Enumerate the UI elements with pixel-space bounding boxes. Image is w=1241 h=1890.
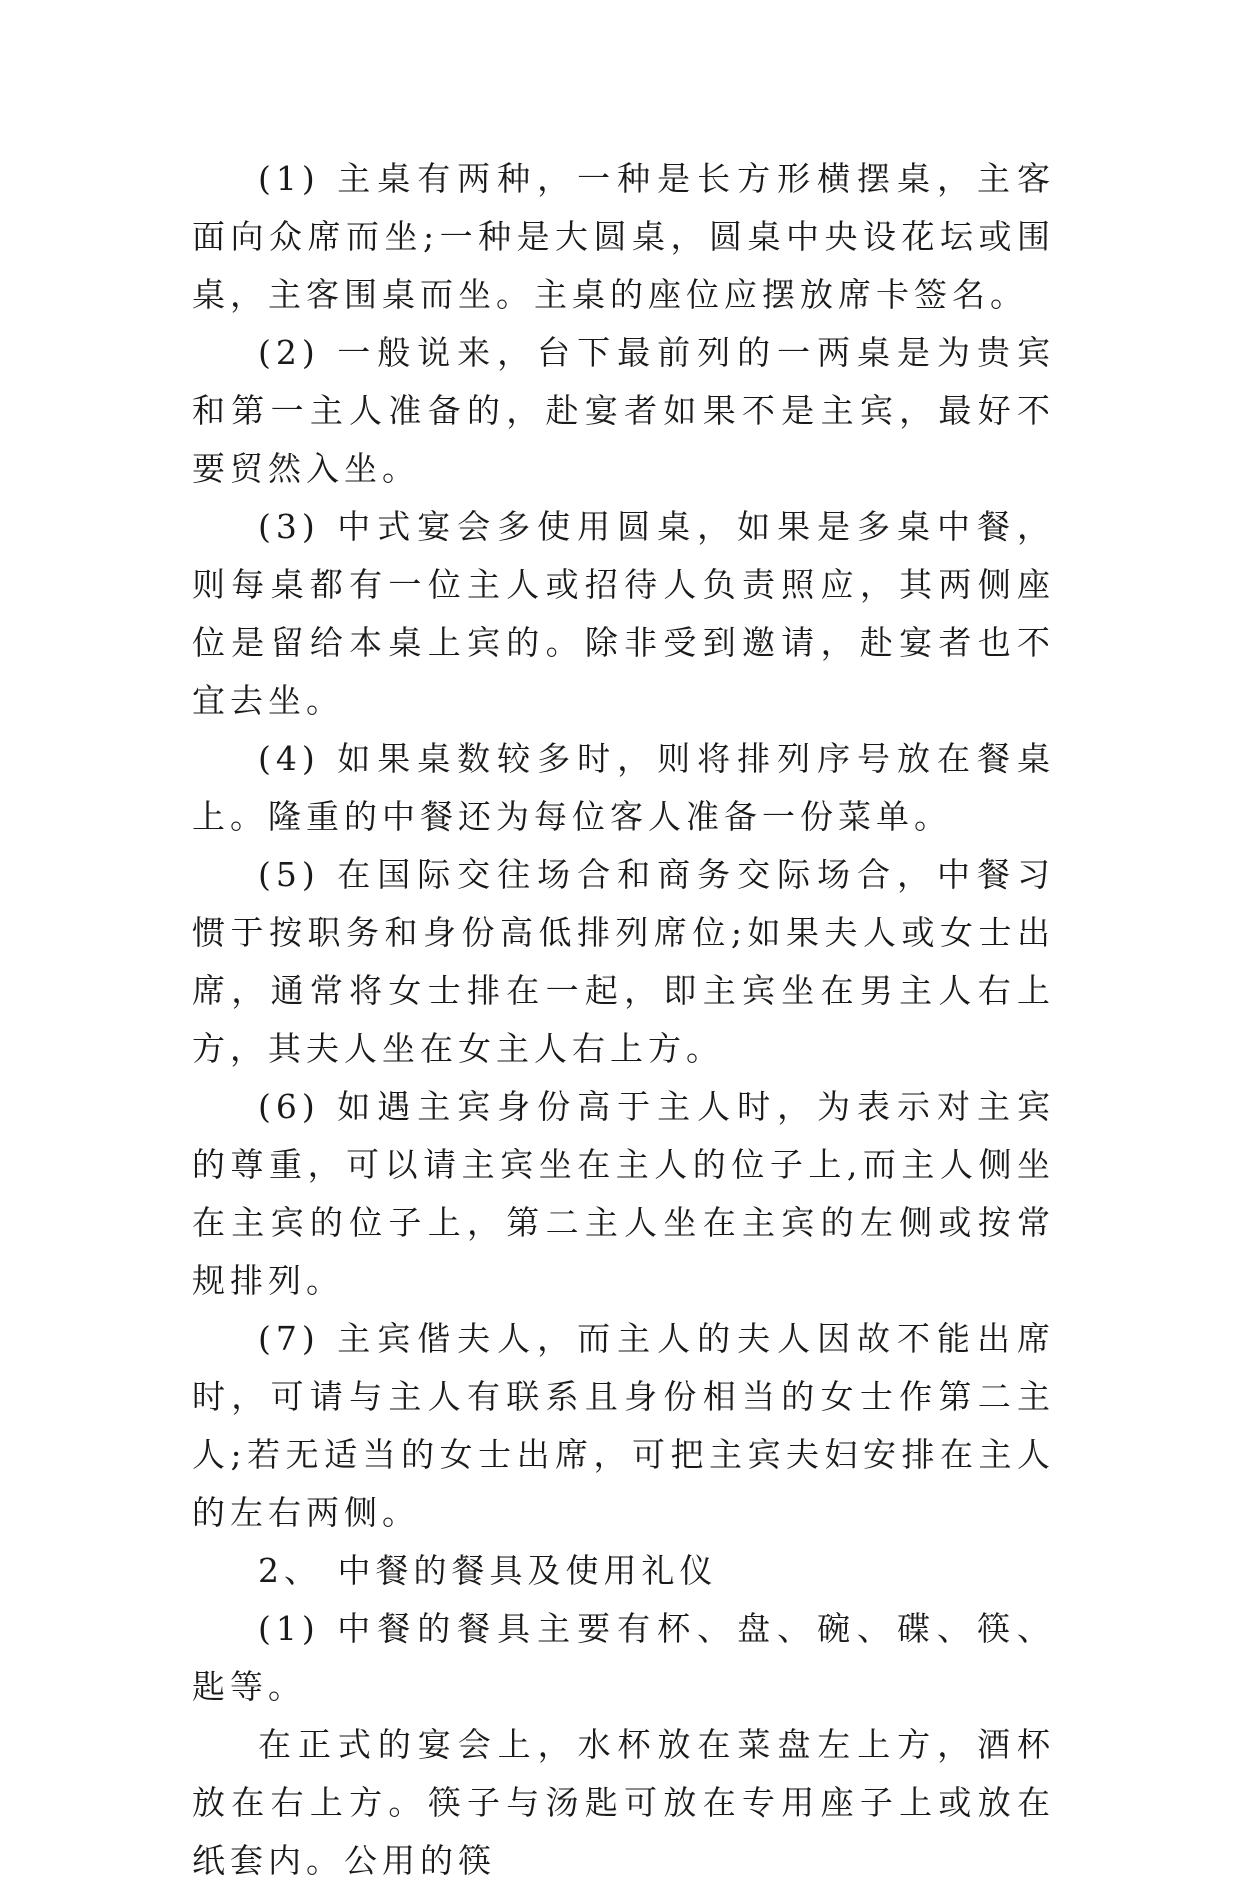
paragraph-seating-1: (1) 主桌有两种，一种是长方形横摆桌，主客面向众席而坐;一种是大圆桌，圆桌中央设花坛或围桌，主客围桌而坐。主桌的座位应摆放席卡签名。: [192, 159, 1055, 314]
paragraph-seating-3: (3) 中式宴会多使用圆桌，如果是多桌中餐，则每桌都有一位主人或招待人负责照应，其两侧座位是留给本桌上宾的。除非受到邀请，赴宴者也不宜去坐。: [192, 507, 1055, 720]
paragraph-tableware-1: (1) 中餐的餐具主要有杯、盘、碗、碟、筷、匙等。: [192, 1609, 1055, 1706]
paragraph-seating-2: (2) 一般说来，台下最前列的一两桌是为贵宾和第一主人准备的，赴宴者如果不是主宾，最好不要贸然入坐。: [192, 333, 1055, 488]
paragraph-seating-7: (7) 主宾偕夫人，而主人的夫人因故不能出席时，可请与主人有联系且身份相当的女士作第二主人;若无适当的女士出席，可把主宾夫妇安排在主人的左右两侧。: [192, 1319, 1055, 1532]
paragraph-seating-5: (5) 在国际交往场合和商务交际场合，中餐习惯于按职务和身份高低排列席位;如果夫人或女士出席，通常将女士排在一起，即主宾坐在男主人右上方，其夫人坐在女主人右上方。: [192, 855, 1055, 1068]
paragraph-tableware-placement: 在正式的宴会上，水杯放在菜盘左上方，酒杯放在右上方。筷子与汤匙可放在专用座子上或放在纸套内。公用的筷: [192, 1725, 1055, 1880]
section-heading-tableware: 2、 中餐的餐具及使用礼仪: [258, 1551, 718, 1590]
paragraph-seating-4: (4) 如果桌数较多时，则将排列序号放在餐桌上。隆重的中餐还为每位客人准备一份菜单。: [192, 739, 1055, 836]
document-body: [192, 150, 1055, 1890]
paragraph-seating-6: (6) 如遇主宾身份高于主人时，为表示对主宾的尊重，可以请主宾坐在主人的位子上,而主人侧坐在主宾的位子上，第二主人坐在主宾的左侧或按常规排列。: [192, 1087, 1055, 1300]
